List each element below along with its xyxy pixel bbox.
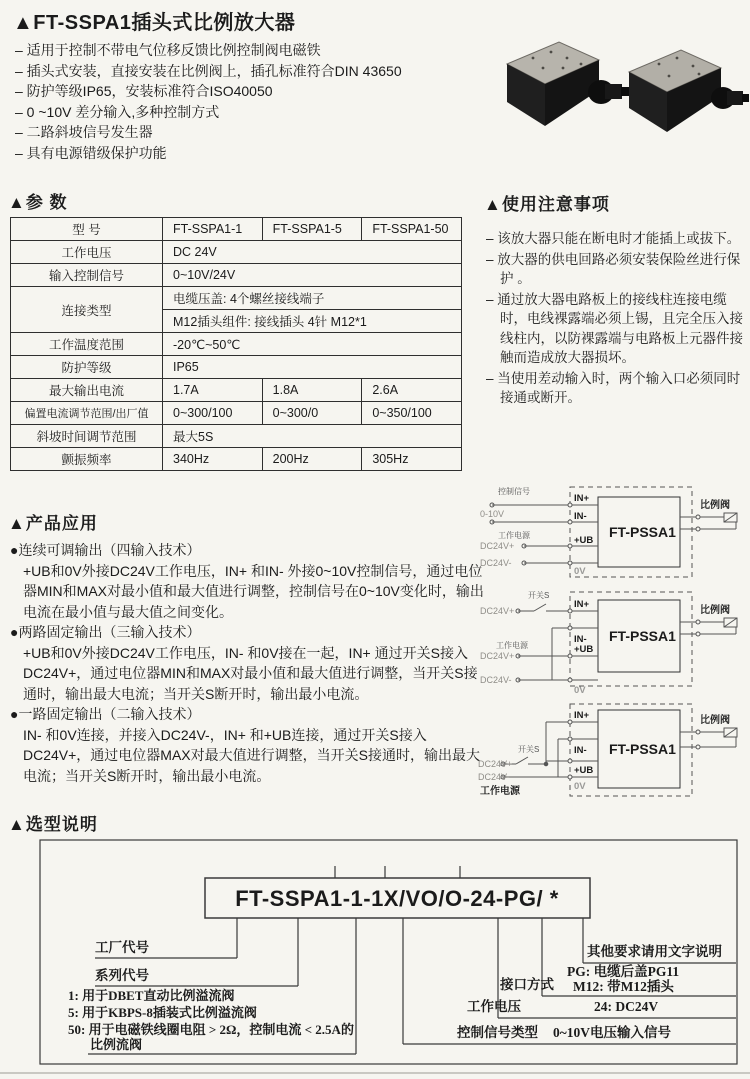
table-row xyxy=(11,356,462,379)
application-body: IN- 和0V连接，并接入DC24V-，IN+ 和+UB连接，通过开关S接入DC24V+，通过电位器MAX对最大值进行调整，当开关S接通时，输出最大电流；当开关S断开时，输出最小电流。 xyxy=(23,726,480,784)
terminal-in-plus: IN+ xyxy=(574,599,590,610)
dc-minus-label: DC24V- xyxy=(480,675,512,685)
signal-range-label: 0-10V xyxy=(480,509,505,519)
cell: 0~350/100 xyxy=(362,402,462,425)
application-title: ●两路固定输出（三输入技术） xyxy=(10,624,201,640)
series-option: 1: 用于DBET直动比例溢流阀 xyxy=(68,988,235,1003)
terminal-in-minus: IN- xyxy=(574,511,587,522)
row-label: 颤振频率 xyxy=(11,448,163,471)
series-option: 50: 用于电磁铁线圈电阻 > 2Ω，控制电流 < 2.5A的 xyxy=(68,1022,354,1037)
valve-label: 比例阀 xyxy=(700,715,730,726)
series-option: 5: 用于KBPS-8插装式比例溢流阀 xyxy=(68,1005,257,1020)
cell: DC 24V xyxy=(163,241,462,264)
terminal-in-plus: IN+ xyxy=(574,710,590,721)
cell: 340Hz xyxy=(163,448,263,471)
feature-item: – 0 ~10V 差分输入,多种控制方式 xyxy=(15,103,220,120)
terminal-ub: +UB xyxy=(574,765,594,776)
power-label: 工作电源 xyxy=(496,641,528,650)
cell: 200Hz xyxy=(262,448,362,471)
cell: M12插头组件: 接线插头 4针 M12*1 xyxy=(163,310,462,333)
applications xyxy=(10,540,484,786)
wiring-diagram-two-input xyxy=(478,698,750,820)
terminal-0v: 0V xyxy=(574,781,586,792)
cell: 电缆压盖: 4个螺丝接线端子 xyxy=(163,287,462,310)
parameters-table xyxy=(10,217,462,471)
amplifier-box-label: FT-PSSA1 xyxy=(609,741,676,757)
cell: 最大5S xyxy=(163,425,462,448)
application-body: +UB和0V外接DC24V工作电压，IN- 和0V接在一起，IN+ 通过开关S接入DC24V+，通过电位器MIN和MAX对最小值和最大值进行调整，当开关S接通时，输出最大电流；当开关S断开时，输出最小电流。 xyxy=(23,644,478,702)
cell: 305Hz xyxy=(362,448,462,471)
power-label: 工作电源 xyxy=(480,786,520,797)
terminal-in-plus: IN+ xyxy=(574,493,590,504)
page-bottom-rule xyxy=(0,1072,750,1074)
signal-type-label: 控制信号类型 xyxy=(457,1025,538,1040)
feature-item: – 二路斜坡信号发生器 xyxy=(15,124,153,140)
table-row xyxy=(11,333,462,356)
application-title: ●连续可调输出（四输入技术） xyxy=(10,542,201,558)
dc-minus-label: DC24V- xyxy=(480,558,512,568)
feature-list xyxy=(15,40,485,163)
section-heading-notes: ▲使用注意事项 xyxy=(484,195,610,214)
table-row xyxy=(11,264,462,287)
feature-item: – 插头式安装，直接安装在比例阀上，插孔标准符合DIN 43650 xyxy=(15,62,402,79)
dc-minus-label: DC24V- xyxy=(478,772,510,782)
row-label: 最大输出电流 xyxy=(11,379,163,402)
section-heading-parameters: ▲参 数 xyxy=(8,193,68,212)
feature-item: – 防护等级IP65，安装标准符合ISO40050 xyxy=(15,83,273,99)
note-item: – 放大器的供电回路必须安装保险丝进行保护 。 xyxy=(486,251,741,286)
row-label: 防护等级 xyxy=(11,356,163,379)
voltage-label: 工作电压 xyxy=(467,999,521,1014)
power-label: 工作电源 xyxy=(498,531,530,540)
terminal-0v: 0V xyxy=(574,566,586,577)
wiring-diagram-three-input xyxy=(478,586,750,698)
feature-item: – 具有电源错级保护功能 xyxy=(15,144,167,161)
factory-code-label: 工厂代号 xyxy=(95,940,149,955)
cell: FT-SSPA1-1 xyxy=(163,218,263,241)
switch-label: 开关S xyxy=(528,591,550,600)
terminal-ub: +UB xyxy=(574,644,594,655)
model-code: FT-SSPA1-1-1X/VO/O-24-PG/ * xyxy=(235,886,559,911)
application-body: +UB和0V外接DC24V工作电压，IN+ 和IN- 外接0~10V控制信号，通过电位器MIN和MAX对最小值和最大值进行调整，控制信号在0~10V变化时，输出电流在最小值与最大值之间变化。 xyxy=(23,562,484,620)
cell: 2.6A xyxy=(362,379,462,402)
amplifier-box-label: FT-PSSA1 xyxy=(609,628,676,644)
note-item: – 通过放大器电路板上的接线柱连接电缆时，电线裸露端必须上锡，且完全压入接线柱内，以防裸露端与电路板上元器件接触而造成放大器损坏。 xyxy=(486,291,743,365)
row-label: 连接类型 xyxy=(11,287,163,333)
ordering-diagram xyxy=(0,828,750,1076)
table-row xyxy=(11,402,462,425)
section-heading-applications: ▲产品应用 xyxy=(8,514,98,533)
terminal-ub: +UB xyxy=(574,535,594,546)
cell: 0~300/0 xyxy=(262,402,362,425)
row-label: 型 号 xyxy=(11,218,163,241)
dc-plus-label: DC24V+ xyxy=(480,541,515,551)
row-label: 工作电压 xyxy=(11,241,163,264)
cell: IP65 xyxy=(163,356,462,379)
switch-label: 开关S xyxy=(518,745,540,754)
valve-label: 比例阀 xyxy=(700,605,730,616)
cell: -20℃~50℃ xyxy=(163,333,462,356)
wiring-diagram-four-input xyxy=(478,468,750,584)
terminal-0v: 0V xyxy=(574,685,586,696)
plug-amplifier-photo xyxy=(507,42,630,126)
row-label: 偏置电流调节范围/出厂值 xyxy=(11,402,163,425)
plug-amplifier-photo xyxy=(629,50,749,132)
table-row xyxy=(11,287,462,310)
table-row xyxy=(11,218,462,241)
signal-type-value: 0~10V电压输入信号 xyxy=(553,1025,672,1040)
dc-plus-label: DC24V+ xyxy=(480,651,515,661)
cell: FT-SSPA1-5 xyxy=(262,218,362,241)
cell: 0~10V/24V xyxy=(163,264,462,287)
table-row xyxy=(11,241,462,264)
control-signal-label: 控制信号 xyxy=(498,487,530,496)
interface-pg-option: PG: 电缆后盖PG11 xyxy=(567,964,680,979)
interface-label: 接口方式 xyxy=(500,977,554,992)
cell: FT-SSPA1-50 xyxy=(362,218,462,241)
cell: 1.8A xyxy=(262,379,362,402)
terminal-in-minus: IN- xyxy=(574,634,587,645)
section-heading-ordering: ▲选型说明 xyxy=(8,815,98,834)
usage-notes xyxy=(486,229,748,409)
table-row xyxy=(11,448,462,471)
note-item: – 当使用差动输入时，两个输入口必须同时接通或断开。 xyxy=(486,370,741,405)
table-row xyxy=(11,425,462,448)
valve-label: 比例阀 xyxy=(700,500,730,511)
cell: 0~300/100 xyxy=(163,402,263,425)
switch-source-label: DC24V+ xyxy=(480,606,515,616)
table-row xyxy=(11,379,462,402)
terminal-in-minus: IN- xyxy=(574,745,587,756)
voltage-value: 24: DC24V xyxy=(594,999,659,1014)
series-option-wrap: 比例流阀 xyxy=(90,1037,143,1052)
row-label: 斜坡时间调节范围 xyxy=(11,425,163,448)
note-item: – 该放大器只能在断电时才能插上或拔下。 xyxy=(486,231,741,246)
amplifier-box-label: FT-PSSA1 xyxy=(609,524,676,540)
interface-m12-option: M12: 带M12插头 xyxy=(573,979,674,994)
row-label: 工作温度范围 xyxy=(11,333,163,356)
other-requirements-label: 其他要求请用文字说明 xyxy=(587,944,722,959)
cell: 1.7A xyxy=(163,379,263,402)
series-code-label: 系列代号 xyxy=(95,968,149,983)
row-label: 输入控制信号 xyxy=(11,264,163,287)
dc-plus-label: DC24V+ xyxy=(478,759,513,769)
product-photos xyxy=(493,34,749,164)
feature-item: – 适用于控制不带电气位移反馈比例控制阀电磁铁 xyxy=(15,42,321,58)
application-title: ●一路固定输出（二输入技术） xyxy=(10,706,201,722)
page-title: ▲FT-SSPA1插头式比例放大器 xyxy=(13,12,296,34)
